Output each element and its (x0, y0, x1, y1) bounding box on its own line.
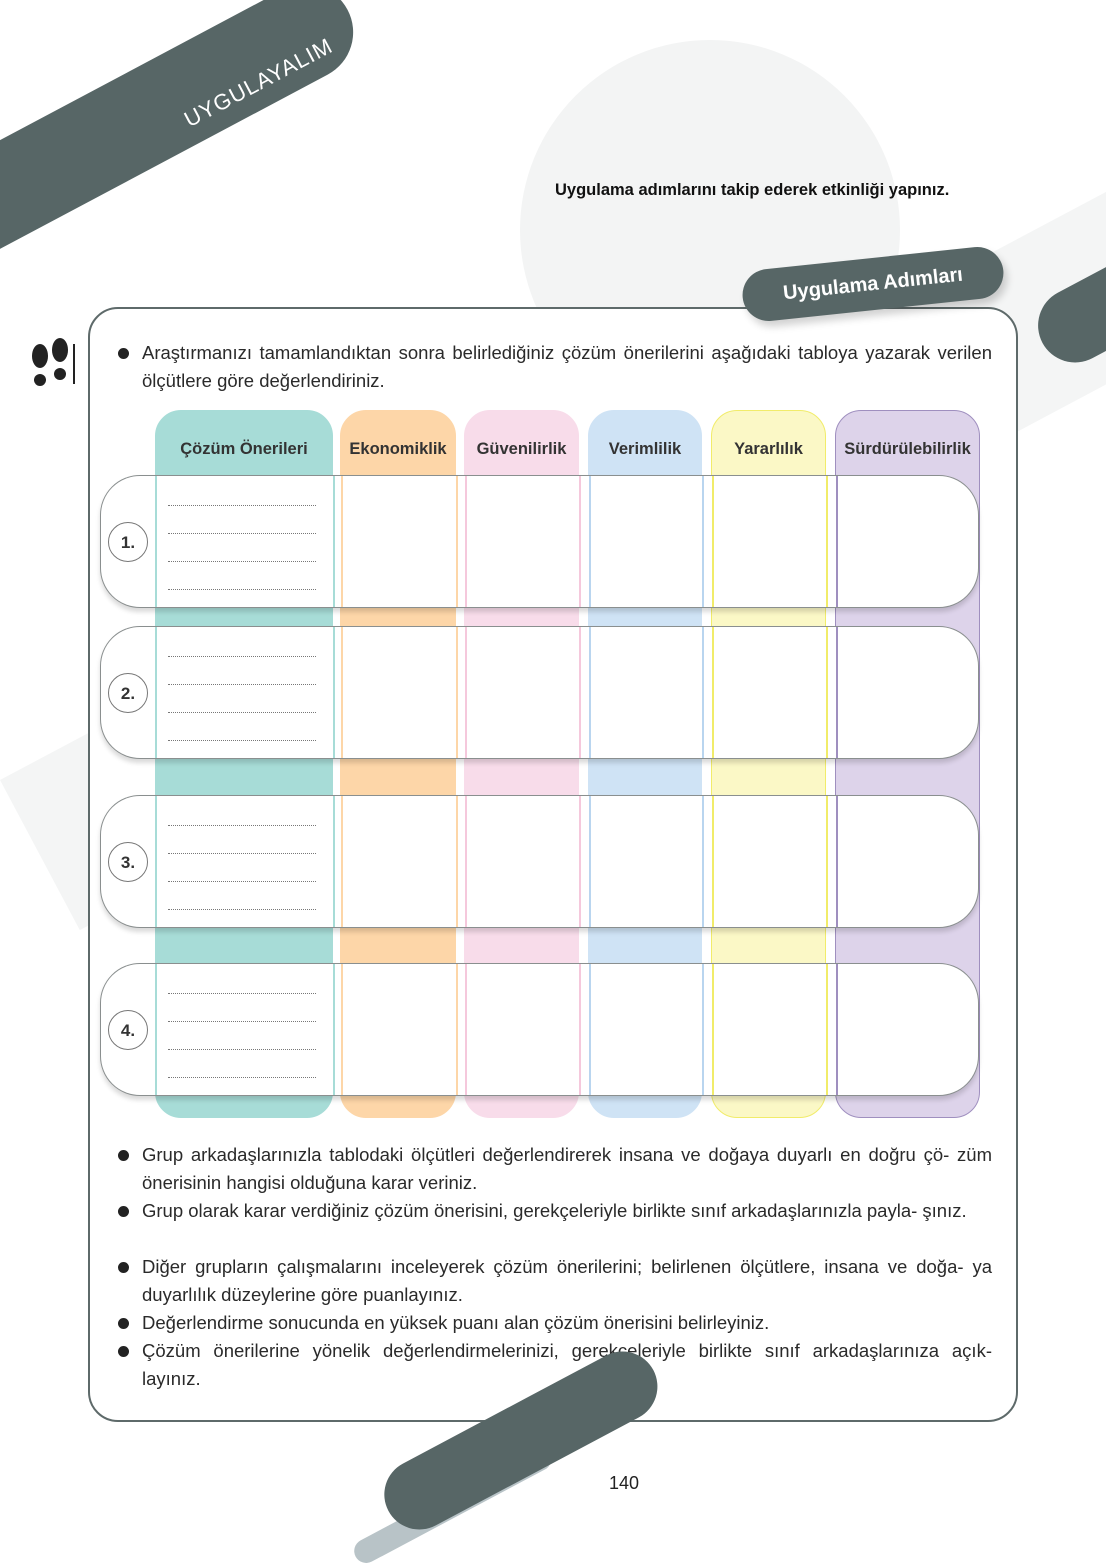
write-line[interactable] (168, 533, 316, 534)
bullet-dot (118, 1318, 129, 1329)
intro-bullet (118, 339, 992, 395)
write-line[interactable] (168, 1077, 316, 1078)
bullet-dot (118, 348, 129, 359)
write-line[interactable] (168, 909, 316, 910)
section-title: UYGULAYALIM (180, 32, 337, 133)
intro-text: Araştırmanızı tamamlandıktan sonra belirlediğiniz çözüm önerilerini aşağıdaki tabloya yazarak verilen ölçütlere göre değerlendiriniz. (142, 342, 992, 391)
header-solutions: Çözüm Önerileri (180, 440, 308, 458)
steps-label: Uygulama Adımları (740, 244, 1006, 323)
header-efficiency: Verimlilik (608, 440, 682, 458)
step-bullet (118, 1141, 992, 1197)
write-line[interactable] (168, 684, 316, 685)
write-line[interactable] (168, 1021, 316, 1022)
row-number: 2. (108, 673, 148, 713)
header-sustainability: Sürdürülebilirlik (844, 440, 971, 458)
write-line[interactable] (168, 740, 316, 741)
instruction-text: Uygulama adımlarını takip ederek etkinliği yapınız. (555, 181, 950, 199)
header-economy: Ekonomiklik (349, 440, 447, 458)
write-line[interactable] (168, 993, 316, 994)
write-line[interactable] (168, 853, 316, 854)
write-line[interactable] (168, 561, 316, 562)
footsteps-icon (28, 338, 78, 394)
step-text: Diğer grupların çalışmalarını inceleyerek çözüm önerilerini; belirlenen ölçütlere, insana ve doğa- ya duyarlılık düzeylerine göre puanlayınız. (142, 1256, 992, 1305)
step-text: Grup olarak karar verdiğiniz çözüm önerisini, gerekçeleriyle birlikte sınıf arkadaşlarınızla payla- şınız. (142, 1200, 967, 1221)
step-bullet (118, 1197, 992, 1225)
step-text: Çözüm önerilerine yönelik değerlendirmelerinizi, gerekçeleriyle birlikte sınıf arkadaşlarınıza açık- layınız. (142, 1340, 992, 1389)
write-line[interactable] (168, 656, 316, 657)
step-bullet (118, 1309, 992, 1337)
write-line[interactable] (168, 589, 316, 590)
write-line[interactable] (168, 881, 316, 882)
header-usefulness: Yararlılık (734, 440, 803, 458)
row-number: 3. (108, 842, 148, 882)
pencil-icon (82, 205, 152, 275)
row-number: 1. (108, 522, 148, 562)
step-text: Grup arkadaşlarınızla tablodaki ölçütleri değerlendirerek insana ve doğaya duyarlı en doğru çö- züm önerisinin hangisi olduğuna karar veriniz. (142, 1144, 992, 1193)
row-number: 4. (108, 1010, 148, 1050)
page-number: 140 (604, 1463, 644, 1503)
step-text: Değerlendirme sonucunda en yüksek puanı alan çözüm önerisini belirleyiniz. (142, 1312, 770, 1333)
write-line[interactable] (168, 1049, 316, 1050)
write-line[interactable] (168, 712, 316, 713)
write-line[interactable] (168, 505, 316, 506)
bullet-dot (118, 1206, 129, 1217)
bullet-dot (118, 1346, 129, 1357)
write-line[interactable] (168, 825, 316, 826)
header-reliability: Güvenilirlik (476, 440, 567, 458)
bullet-dot (118, 1262, 129, 1273)
bullet-dot (118, 1150, 129, 1161)
step-bullet (118, 1253, 992, 1309)
